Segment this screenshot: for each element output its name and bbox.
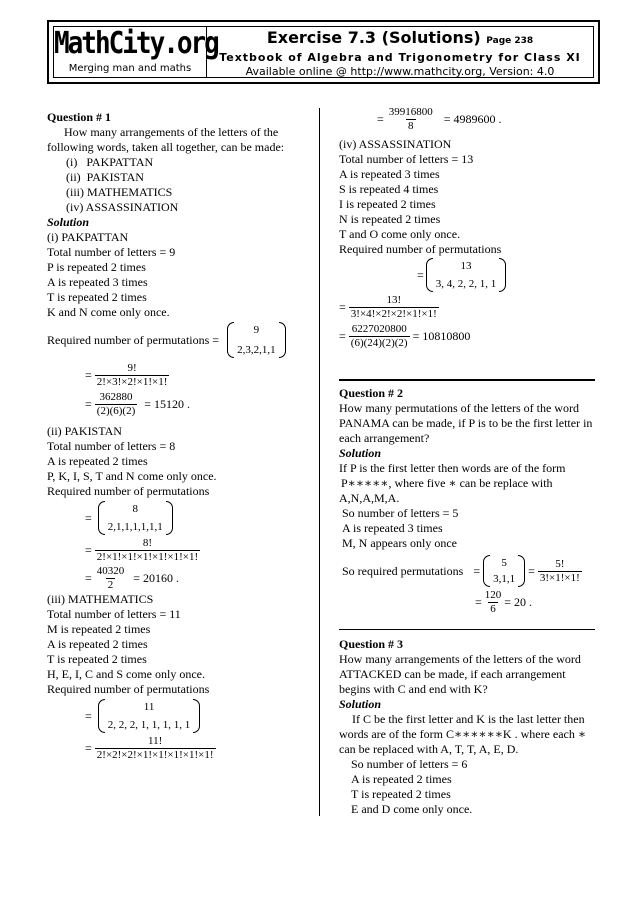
question-2-binom (483, 555, 525, 587)
fraction-denominator: 2!×3!×2!×1!×1! (96, 376, 168, 388)
question-2-binom-row: So required permutations = 5 3,1,1 = $\frac{5!}{3!\times 1!\times 1!}$ (342, 557, 580, 585)
question-3-line: E and D come only once. (351, 802, 473, 816)
part-iv-frac2-row: = $\frac{6227020800}{(6)(24)(2)(2)}$ = 10810800 (339, 323, 471, 349)
question-2-line: A is repeated 3 times (342, 521, 443, 535)
question-1-text: How many arrangements of the letters of the following words, taken all together, can be made: (47, 125, 285, 154)
binom-bottom: 3, 4, 2, 2, 1, 1 (435, 278, 497, 290)
fraction-denominator: (6)(24)(2)(2) (350, 337, 408, 349)
part-iii-result: = 4989600 . (443, 112, 502, 126)
part-iii-line: H, E, I, C and S come only once. (47, 667, 205, 681)
part-iii-binom (98, 699, 201, 733)
fraction-numerator: 6227020800 (351, 323, 407, 335)
question-2-line: If P is the first letter then words are of the form (339, 461, 566, 475)
question-2-text: How many permutations of the letters of the word PANAMA can be made, if P is to be the first letter in each arrangement? (339, 401, 593, 445)
page-number: Page 238 (486, 36, 534, 46)
binom-bottom: 2,3,2,1,1 (237, 344, 276, 356)
part-iv-title: (iv) ASSASSINATION (339, 137, 452, 151)
question-3-line: So number of letters = 6 (351, 757, 468, 771)
binom-top: 8 (132, 503, 139, 515)
part-iv-line: A is repeated 3 times (339, 167, 440, 181)
part-ii-binom-row: = 8 2,1,1,1,1,1,1 (47, 501, 302, 535)
header-frame (53, 26, 594, 78)
fraction-denominator: 8 (408, 120, 414, 132)
part-iv-line: Required number of permutations (339, 242, 502, 256)
part-iv-result: = 10810800 (412, 329, 471, 343)
question-3-line: If C be the first letter and K is the last letter then words are of the form C∗∗∗∗∗∗K . where each ∗ can be replaced with A, T, T, A, E, D. (339, 712, 587, 756)
site-tagline: Merging man and maths (68, 63, 192, 74)
title-block (207, 27, 593, 77)
fraction-denominator: 2!×1!×1!×1!×1!×1!×1! (96, 551, 199, 563)
part-i-req-label: Required number of permutations = (47, 332, 220, 347)
part-iv-line: I is repeated 2 times (339, 197, 436, 211)
part-iii-frac2-row: = $\frac{39916800}{8}$ = 4989600 . (377, 106, 502, 132)
part-i-frac1-row: = $\frac{9!}{2!\times 3!\times 2!\times 1!\times 1!}$ (85, 362, 168, 388)
question-3-heading: Question # 3 (339, 637, 404, 651)
question-2-line: M, N appears only once (342, 536, 457, 550)
part-i-binom (227, 322, 286, 358)
question-2-line: A,N,A,M,A. (339, 491, 400, 505)
site-logo: MathCity.org (54, 26, 218, 62)
part-ii-line: A is repeated 2 times (47, 454, 148, 468)
part-iii-line: Total number of letters = 11 (47, 607, 181, 621)
part-iv-frac1-row: = $\frac{13!}{3!\times 4!\times 2!\times 2!\times 1!\times 1!}$ (339, 294, 437, 320)
part-ii-frac2-row: = $\frac{40320}{2}$ = 20160 . (85, 565, 180, 591)
part-iv-line: Total number of letters = 13 (339, 152, 474, 166)
online-note: Available online @ http://www.mathcity.org, Version: 4.0 (245, 65, 555, 78)
part-ii-title: (ii) PAKISTAN (47, 424, 122, 438)
part-iv-binom (426, 258, 507, 292)
logo-block (54, 26, 218, 77)
fraction-numerator: 5! (555, 557, 565, 570)
part-ii-line: Required number of permutations (47, 484, 210, 498)
part-ii-result: = 20160 . (133, 571, 180, 585)
question-2-frac2-row: = $\frac{120}{6}$ = 20 . (475, 589, 533, 615)
fraction-numerator: 362880 (99, 391, 133, 403)
part-iv-binom-row: = 13 3, 4, 2, 2, 1, 1 (339, 258, 597, 292)
fraction-denominator: 2 (107, 579, 114, 591)
fraction-denominator: (2)(6)(2) (96, 405, 136, 417)
part-ii-line: P, K, I, S, T and N come only once. (47, 469, 217, 483)
part-ii-binom (98, 501, 173, 535)
part-iii-line: T is repeated 2 times (47, 652, 147, 666)
exercise-title (207, 29, 593, 50)
solution-label: Solution (339, 697, 382, 711)
question-2-req-label: So required permutations (342, 563, 464, 578)
fraction-denominator: 6 (490, 603, 496, 615)
exercise-title-text: Exercise 7.3 (Solutions) (266, 28, 481, 47)
binom-top: 5 (501, 557, 507, 569)
part-iv-line: N is repeated 2 times (339, 212, 441, 226)
textbook-subtitle: Textbook of Algebra and Trigonometry for Class XI (219, 51, 581, 64)
part-ii-line: Total number of letters = 8 (47, 439, 176, 453)
fraction-numerator: 9! (127, 362, 137, 374)
question-3-line: A is repeated 2 times (351, 772, 452, 786)
question-3-text: How many arrangements of the letters of the word ATTACKED can be made, if each arrangement begins with C and end with K? (339, 652, 581, 696)
right-column (339, 106, 597, 350)
question-1-item: (ii) PAKISTAN (66, 170, 144, 184)
page-header (47, 20, 600, 84)
fraction-numerator: 39916800 (388, 106, 433, 118)
part-ii-frac1-row: = $\frac{8!}{2!\times 1!\times 1!\times 1!\times 1!\times 1!\times 1!}$ (85, 537, 199, 563)
question-1-heading: Question # 1 (47, 110, 112, 124)
left-column (47, 110, 302, 762)
fraction-numerator: 8! (142, 537, 153, 549)
fraction-numerator: 11! (148, 735, 163, 747)
fraction-denominator: 2!×2!×2!×1!×1!×1!×1!×1! (96, 749, 214, 761)
binom-top: 9 (253, 324, 260, 336)
binom-bottom: 2,1,1,1,1,1,1 (107, 521, 163, 533)
part-i-line: P is repeated 2 times (47, 260, 146, 274)
question-2-block (339, 386, 597, 616)
part-iv-line: S is repeated 4 times (339, 182, 439, 196)
part-iii-frac1-row: = $\frac{11!}{2!\times 2!\times 2!\times 1!\times 1!\times 1!\times 1!\times 1!}$ (85, 735, 214, 761)
binom-bottom: 3,1,1 (493, 573, 516, 585)
fraction-denominator: 3!×4!×2!×2!×1!×1! (350, 308, 437, 320)
section-divider (339, 629, 595, 630)
part-i-line: Total number of letters = 9 (47, 245, 176, 259)
part-i-result: = 15120 . (144, 397, 191, 411)
part-i-binom-row (47, 322, 302, 358)
question-1-item: (i) PAKPATTAN (66, 155, 154, 169)
question-3-line: T is repeated 2 times (351, 787, 451, 801)
question-2-heading: Question # 2 (339, 386, 404, 400)
question-2-result: = 20 . (504, 595, 533, 609)
part-i-title: (i) PAKPATTAN (47, 230, 129, 244)
section-divider (339, 379, 595, 381)
part-i-line: K and N come only once. (47, 305, 170, 319)
binom-top: 13 (460, 260, 472, 272)
binom-bottom: 2, 2, 2, 1, 1, 1, 1, 1 (107, 719, 191, 731)
fraction-denominator: 3!×1!×1! (539, 571, 580, 584)
part-iii-binom-row: = 11 2, 2, 2, 1, 1, 1, 1, 1 (47, 699, 302, 733)
fraction-numerator: 13! (386, 294, 402, 306)
binom-top: 11 (143, 701, 155, 713)
question-1-item: (iv) ASSASSINATION (66, 200, 179, 214)
question-2-line: So number of letters = 5 (342, 506, 459, 520)
solution-label: Solution (47, 215, 90, 229)
part-iii-line: A is repeated 2 times (47, 637, 148, 651)
column-divider (319, 108, 320, 816)
part-iii-line: M is repeated 2 times (47, 622, 151, 636)
part-i-line: A is repeated 3 times (47, 275, 148, 289)
fraction-numerator: 40320 (96, 565, 125, 577)
solution-label: Solution (339, 446, 382, 460)
part-iii-title: (iii) MATHEMATICS (47, 592, 154, 606)
fraction-numerator: 120 (484, 589, 502, 601)
question-1-item: (iii) MATHEMATICS (66, 185, 173, 199)
question-2-line: P∗∗∗∗∗, where five ∗ can be replace with (341, 476, 553, 490)
part-iii-line: Required number of permutations (47, 682, 210, 696)
part-iv-line: T and O come only once. (339, 227, 461, 241)
question-3-block (339, 637, 597, 817)
part-i-line: T is repeated 2 times (47, 290, 147, 304)
part-i-frac2-row: = $\frac{362880}{(2)(6)(2)}$ = 15120 . (85, 391, 191, 417)
